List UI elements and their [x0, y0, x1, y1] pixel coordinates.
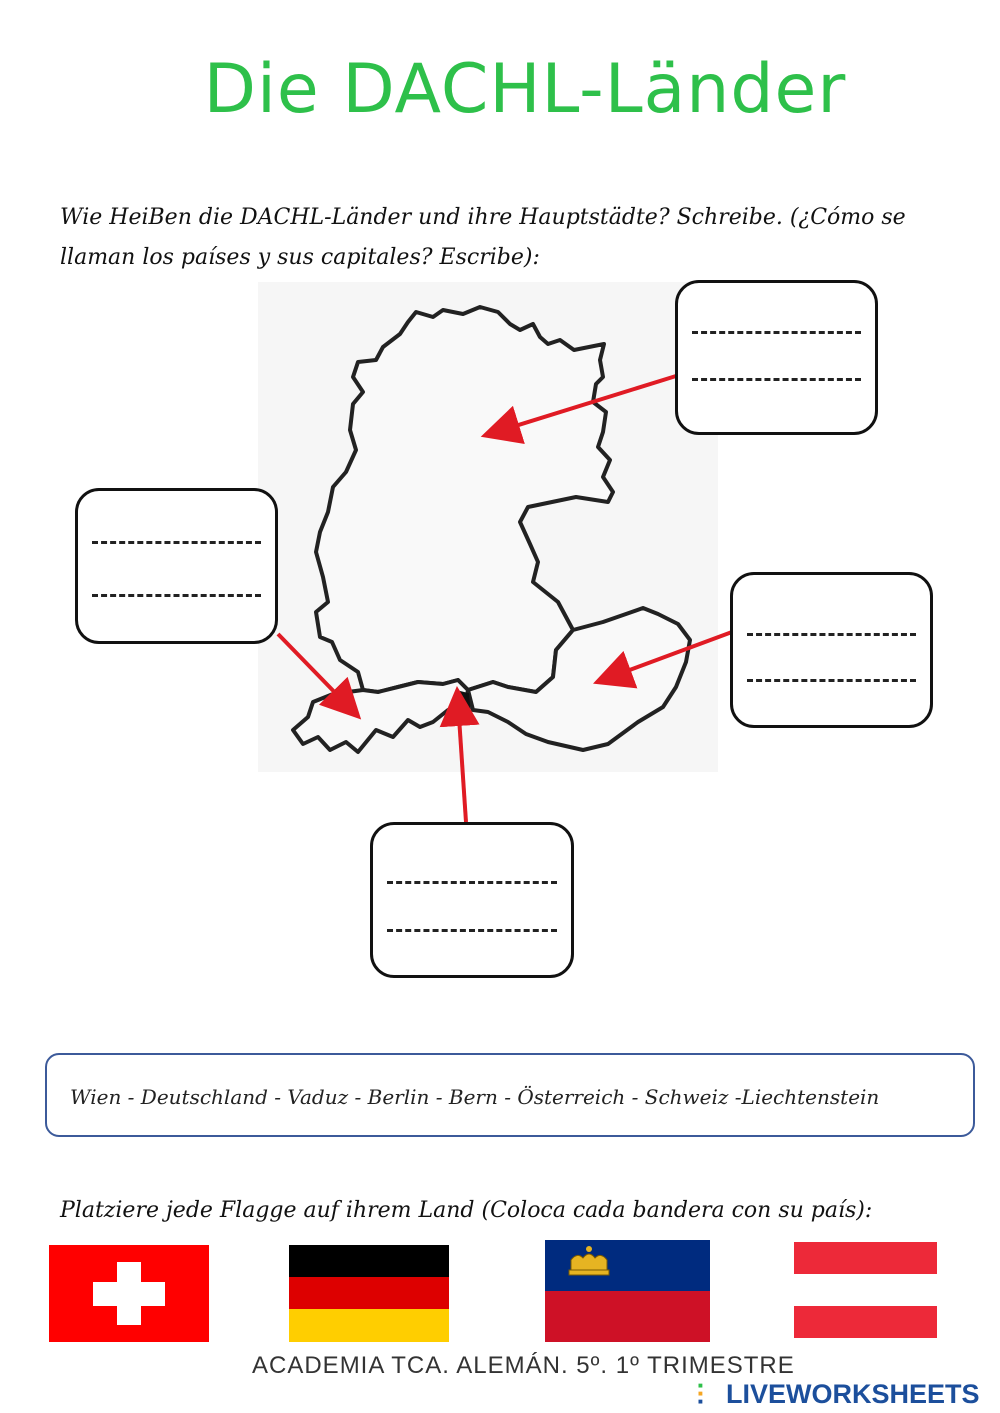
answer-box-liechtenstein[interactable]	[370, 822, 574, 978]
answer-box-switzerland[interactable]	[75, 488, 278, 644]
liechtenstein-flag-icon[interactable]	[545, 1240, 710, 1342]
footer-text: ACADEMIA TCA. ALEMÁN. 5º. 1º TRIMESTRE	[252, 1352, 795, 1379]
answer-line-capital[interactable]	[692, 378, 861, 381]
arrow-liechtenstein	[458, 702, 466, 822]
instruction-text: Wie HeiBen die DACHL-Länder und ihre Hauptstädte? Schreibe. (¿Cómo se llaman los países y sus capitales? Escribe):	[60, 205, 906, 270]
page-title: Die DACHL-Länder	[203, 50, 847, 129]
answer-line-country[interactable]	[92, 541, 261, 544]
answer-line-country[interactable]	[692, 331, 861, 334]
flags-instruction: Platziere jede Flagge auf ihrem Land (Coloca cada bandera con su país):	[60, 1198, 873, 1223]
german-flag-icon[interactable]	[289, 1245, 449, 1342]
arrow-germany	[496, 376, 676, 432]
answer-line-capital[interactable]	[92, 594, 261, 597]
austrian-flag-icon[interactable]	[794, 1242, 937, 1338]
arrow-switzerland	[278, 634, 350, 708]
answer-box-germany[interactable]	[675, 280, 878, 435]
answer-line-capital[interactable]	[747, 679, 916, 682]
word-bank: Wien - Deutschland - Vaduz - Berlin - Bern - Österreich - Schweiz -Liechtenstein	[45, 1053, 975, 1137]
swiss-flag-icon[interactable]	[49, 1245, 209, 1342]
liveworksheets-badge-icon: ■ ■ ■	[698, 1381, 703, 1406]
answer-line-country[interactable]	[747, 633, 916, 636]
arrow-austria	[608, 632, 732, 678]
liveworksheets-logo[interactable]	[698, 1378, 980, 1410]
answer-line-country[interactable]	[387, 881, 557, 884]
answer-line-capital[interactable]	[387, 929, 557, 932]
answer-box-austria[interactable]	[730, 572, 933, 728]
logo-text: LIVEWORKSHEETS	[726, 1378, 980, 1409]
